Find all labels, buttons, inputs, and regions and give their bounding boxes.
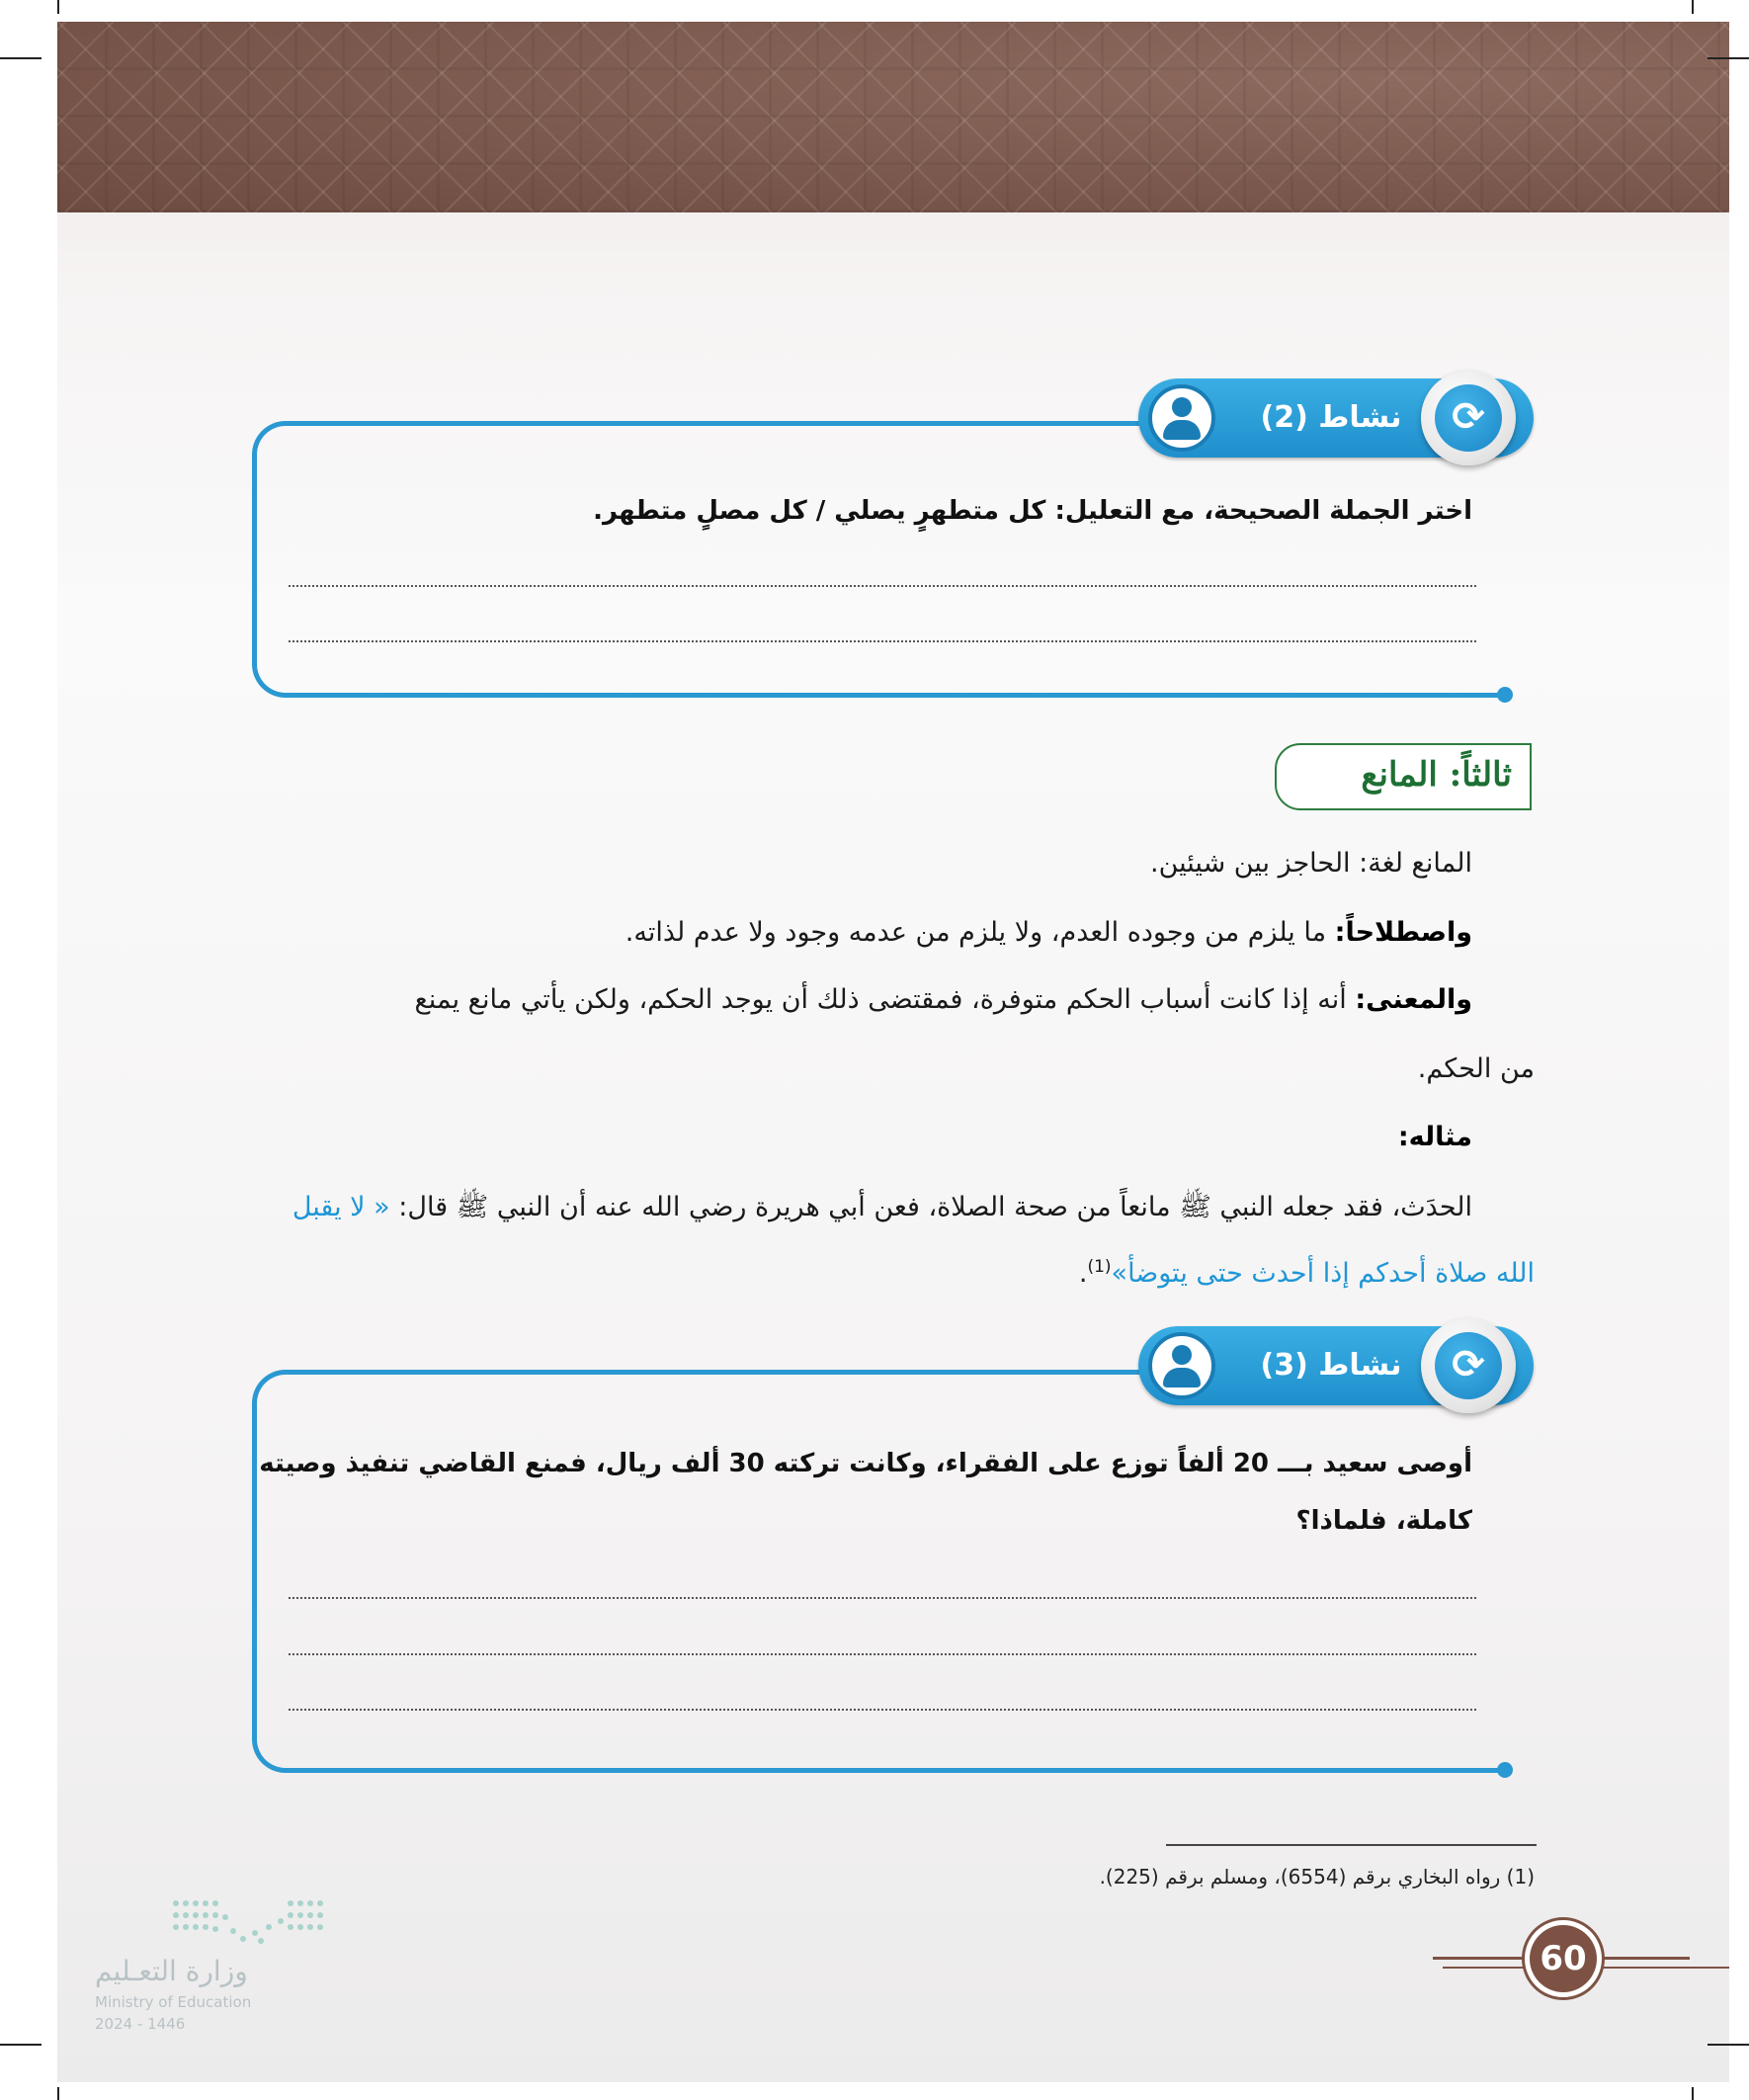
activity-3-box <box>252 1370 1512 1773</box>
paragraph-line <box>1418 1053 1535 1084</box>
answer-line[interactable] <box>289 640 1476 642</box>
crop-mark <box>0 57 42 59</box>
crop-mark <box>57 0 59 14</box>
ministry-logo <box>95 1897 332 2046</box>
activity-3-end-dot <box>1497 1762 1513 1778</box>
page-number-line <box>1433 1957 1524 1960</box>
crop-mark <box>1707 2044 1749 2046</box>
meaning-text: أنه إذا كانت أسباب الحكم متوفرة، فمقتضى ذلك أن يوجد الحكم، ولكن يأتي مانع يمنع <box>414 984 1356 1015</box>
hadith-quote: « لا يقبل <box>292 1192 390 1222</box>
example-label: مثاله: <box>1397 1122 1472 1152</box>
activity-2-box <box>252 421 1512 698</box>
crop-mark <box>0 2044 42 2046</box>
activity-3-question-line-1: أوصى سعيد بـــ 20 ألفاً توزع على الفقراء، وكانت تركته 30 ألف ريال، فمنع القاضي تنفيذ وصيته <box>259 1449 1472 1478</box>
page-background <box>57 22 1729 2082</box>
refresh-icon: ⟳ <box>1421 1318 1516 1413</box>
page-number-line <box>1603 1967 1729 1969</box>
activity-2-question: اختر الجملة الصحيحة، مع التعليل: كل متطهرٍ يصلي / كل مصلٍ متطهر. <box>593 496 1472 526</box>
page-number-line <box>1603 1957 1690 1960</box>
footnote: (1) رواه البخاري برقم (6554)، ومسلم برقم (225). <box>1099 1865 1535 1889</box>
crop-mark <box>1692 2087 1694 2100</box>
paragraph-line <box>1150 848 1472 879</box>
crop-mark <box>1707 57 1749 59</box>
term-label: والمعنى: <box>1355 984 1472 1015</box>
activity-3-question-line-2: كاملة، فلماذا؟ <box>1295 1506 1472 1536</box>
answer-line[interactable] <box>289 585 1476 587</box>
refresh-icon: ⟳ <box>1421 371 1516 465</box>
term-label: واصطلاحاً: <box>1334 917 1472 948</box>
activity-2-end-dot <box>1497 687 1513 703</box>
meaning-text-cont: من الحكم. <box>1417 1053 1535 1084</box>
page-number-badge <box>1522 1917 1605 2000</box>
user-icon <box>1148 1332 1215 1399</box>
definition-technical: ما يلزم من وجوده العدم، ولا يلزم من عدمه وجود ولا عدم لذاته. <box>625 917 1335 948</box>
period: . <box>1078 1258 1088 1289</box>
paragraph-line <box>1079 1257 1535 1289</box>
footnote-divider <box>1166 1844 1537 1846</box>
example-text: الحدَث، فقد جعله النبي ﷺ مانعاً من صحة الصلاة، فعن أبي هريرة رضي الله عنه أن النبي ﷺ قال: <box>389 1192 1472 1222</box>
section-heading-box <box>1275 743 1532 810</box>
ministry-year: 2024 - 1446 <box>95 2015 186 2033</box>
header-pattern-band <box>57 22 1729 212</box>
paragraph-line <box>625 917 1472 948</box>
user-icon <box>1148 384 1215 452</box>
activity-2-label: نشاط (2) <box>1260 400 1402 435</box>
ministry-name-arabic: وزارة التعـليم <box>95 1955 248 1987</box>
paragraph-line <box>292 1190 1472 1229</box>
hadith-quote-cont: الله صلاة أحدكم إذا أحدث حتى يتوضأ» <box>1111 1258 1535 1289</box>
paragraph-line <box>414 984 1472 1015</box>
answer-line[interactable] <box>289 1597 1476 1599</box>
page-number: 60 <box>1530 1925 1597 1992</box>
footnote-ref[interactable]: (1) <box>1087 1257 1112 1277</box>
paragraph-line <box>1398 1122 1472 1152</box>
crop-mark <box>57 2087 59 2100</box>
page-number-line <box>1443 1967 1524 1969</box>
crop-mark <box>1692 0 1694 14</box>
section-heading: ثالثاً: المانع <box>1361 755 1512 795</box>
ministry-name-english: Ministry of Education <box>95 1993 252 2011</box>
ministry-dots-icon <box>172 1897 330 1947</box>
activity-3-label: نشاط (3) <box>1260 1348 1402 1383</box>
answer-line[interactable] <box>289 1709 1476 1711</box>
answer-line[interactable] <box>289 1653 1476 1655</box>
definition-linguistic: المانع لغة: الحاجز بين شيئين. <box>1150 848 1472 879</box>
